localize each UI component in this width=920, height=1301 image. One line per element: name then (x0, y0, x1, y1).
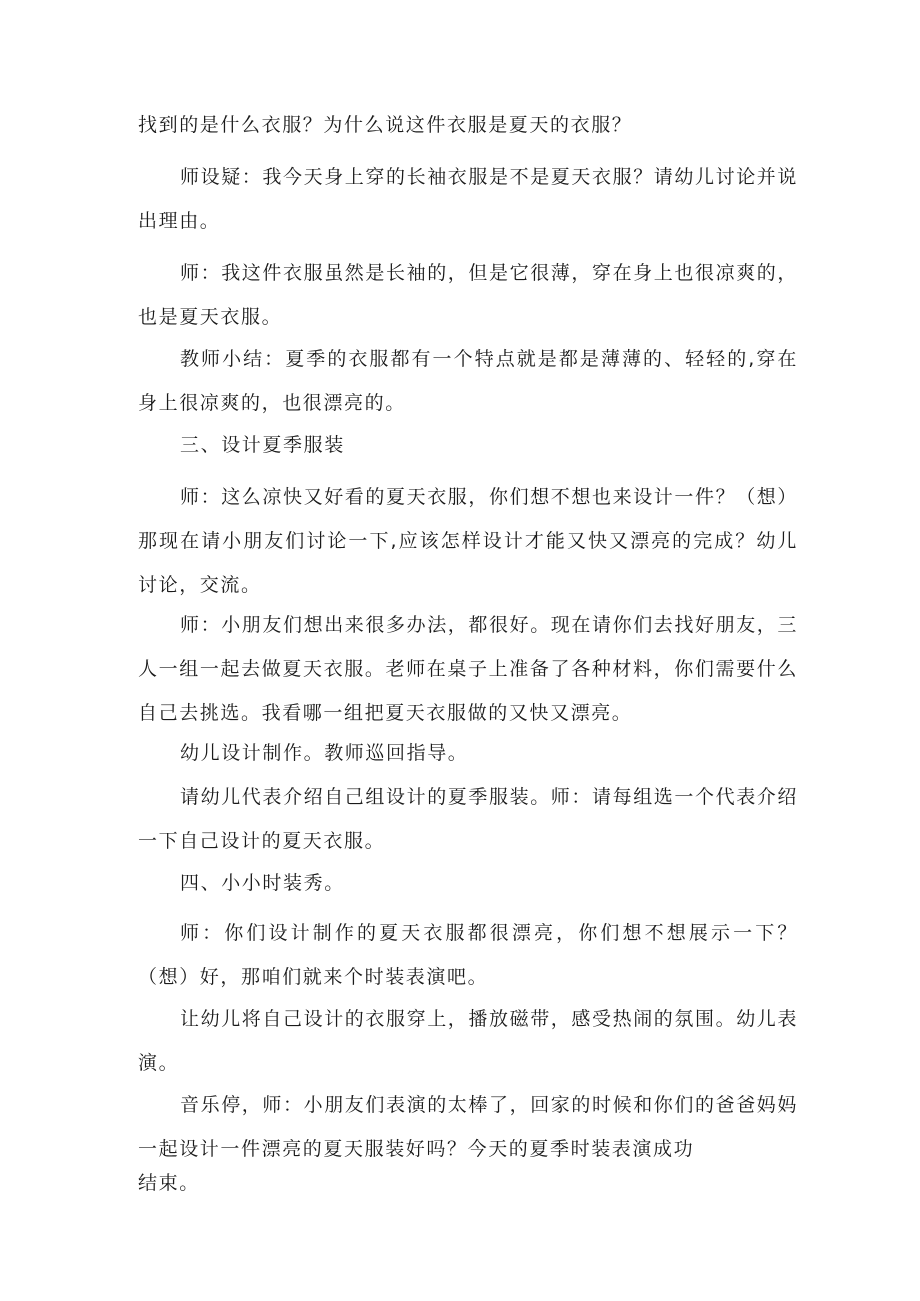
paragraph-music-stop: 音乐停，师：小朋友们表演的太棒了，回家的时候和你们的爸爸妈妈一起设计一件漂亮的夏天服装好吗？今天的夏季时装表演成功 (138, 1094, 799, 1160)
paragraph-group-work: 师：小朋友们想出来很多办法，都很好。现在请你们去找好朋友，三人一组一起去做夏天衣服。老师在桌子上准备了各种材料，你们需要什么自己去挑选。我看哪一组把夏天衣服做的又快又漂亮。 (138, 614, 799, 724)
paragraph-ending: 结束。 (138, 1172, 200, 1194)
paragraph-teacher-explain: 师：我这件衣服虽然是长袖的，但是它很薄，穿在身上也很凉爽的，也是夏天衣服。 (138, 262, 799, 328)
paragraph-performance: 让幼儿将自己设计的衣服穿上，播放磁带，感受热闹的氛围。幼儿表演。 (138, 1008, 799, 1074)
paragraph-making: 幼儿设计制作。教师巡回指导。 (180, 742, 469, 764)
paragraph-design-discussion: 师：这么凉快又好看的夏天衣服，你们想不想也来设计一件？（想）那现在请小朋友们讨论一下,应该怎样设计才能又快又漂亮的完成？幼儿讨论，交流。 (138, 486, 799, 596)
paragraph-teacher-question: 师设疑：我今天身上穿的长袖衣服是不是夏天衣服？请幼儿讨论并说出理由。 (138, 166, 799, 232)
paragraph-presentation: 请幼儿代表介绍自己组设计的夏季服装。师：请每组选一个代表介绍一下自己设计的夏天衣服。 (138, 786, 799, 852)
section-heading-fashion-show: 四、小小时装秀。 (180, 872, 345, 894)
paragraph-show-invite: 师：你们设计制作的夏天衣服都很漂亮，你们想不想展示一下？（想）好，那咱们就来个时装表演吧。 (138, 922, 798, 988)
paragraph-continuation: 找到的是什么衣服？为什么说这件衣服是夏天的衣服？ (138, 114, 633, 136)
paragraph-teacher-summary: 教师小结：夏季的衣服都有一个特点就是都是薄薄的、轻轻的,穿在身上很凉爽的，也很漂亮的。 (138, 348, 798, 414)
section-heading-design: 三、设计夏季服装 (180, 434, 345, 456)
